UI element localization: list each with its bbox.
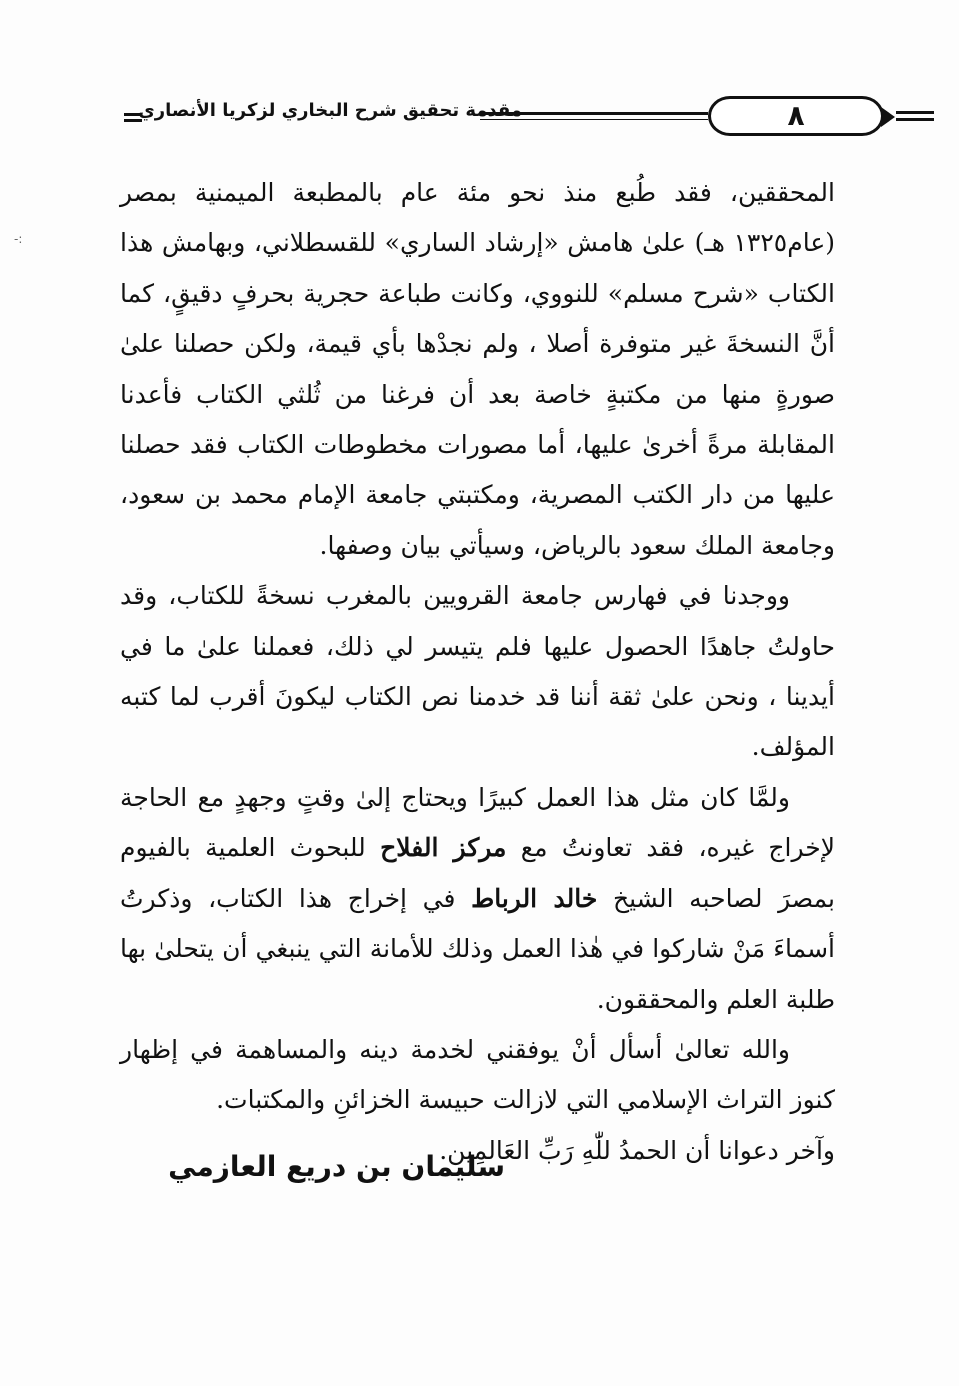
author-signature: سليمان بن دريع العازمي <box>168 1150 505 1183</box>
center-name: مركز الفلاح <box>380 833 507 863</box>
page-number: ٨ <box>787 99 805 132</box>
paragraph-5: وآخر دعوانا أن الحمدُ للّٰهِ رَبِّ العَالمِين. <box>439 1135 835 1165</box>
paragraph-1: المحققين، فقد طُبع منذ نحو مئة عام بالمطبعة الميمنية بمصر (عام١٣٢٥ هـ) علىٰ هامش «إرشاد الساري» للقسطلاني، وبهامش هذا الكتاب «شرح مسلم» للنووي، وكانت طباعة حجرية بحرفٍ دقيقٍ، كما أنَّ النسخةَ غير متوفرة أصلا ، ولم نجدْها بأي قيمة، ولكن حصلنا علىٰ صورةٍ منها من مكتبةٍ خاصة بعد أن فرغنا من ثُلثي الكتاب فأعدنا المقابلة مرةً أخرىٰ عليها، أما مصورات مخطوطات الكتاب فقد حصلنا عليها من دار الكتب المصرية، ومكتبتي جامعة الإمام محمد بن سعود، وجامعة الملك سعود بالرياض، وسيأتي بيان وصفها. <box>120 178 835 560</box>
paragraph-2: ووجدنا في فهارس جامعة القرويين بالمغرب نسخةً للكتاب، وقد حاولتُ جاهدًا الحصول عليها فلم يتيسر لي ذلك، فعملنا علىٰ ما في أيدينا ، ونحن علىٰ ثقة أننا قد خدمنا نص الكتاب ليكونَ أقرب لما كتبه المؤلف. <box>120 581 835 762</box>
paragraph-4: والله تعالىٰ أسأل أنْ يوفقني لخدمة دينه والمساهمة في إظهار كنوز التراث الإسلامي التي لازالت حبيسة الخزائنِ والمكتبات. <box>120 1034 835 1115</box>
header-double-rule-right <box>896 111 934 121</box>
header-rule <box>480 112 708 120</box>
paragraph-3-part-a: ولمَّا كان مثل هذا العمل كبيرًا ويحتاج إلىٰ وقتٍ وجهدٍ مع الحاجة لإخراج غيره، فقد تعاونتُ مع <box>120 782 835 863</box>
running-title: مقدمة تحقيق شرح البخاري لزكريا الأنصاري <box>138 100 522 121</box>
paragraph-3-part-c: في إخراج هذا الكتاب، وذكرتُ أسماءَ مَنْ شاركوا في هٰذا العمل وذلك للأمانة التي ينبغي أن يتحلىٰ بها طلبة العلم والمحققون. <box>120 883 835 1014</box>
paragraph-3-part-b: للبحوث العلمية بالفيوم بمصرَ لصاحبه الشيخ <box>120 833 835 913</box>
margin-mark: -: <box>14 232 23 246</box>
sheikh-name: خالد الرباط <box>471 883 598 913</box>
body-text <box>120 168 835 1176</box>
page-header <box>100 90 840 140</box>
paragraph-3 <box>120 773 835 1025</box>
